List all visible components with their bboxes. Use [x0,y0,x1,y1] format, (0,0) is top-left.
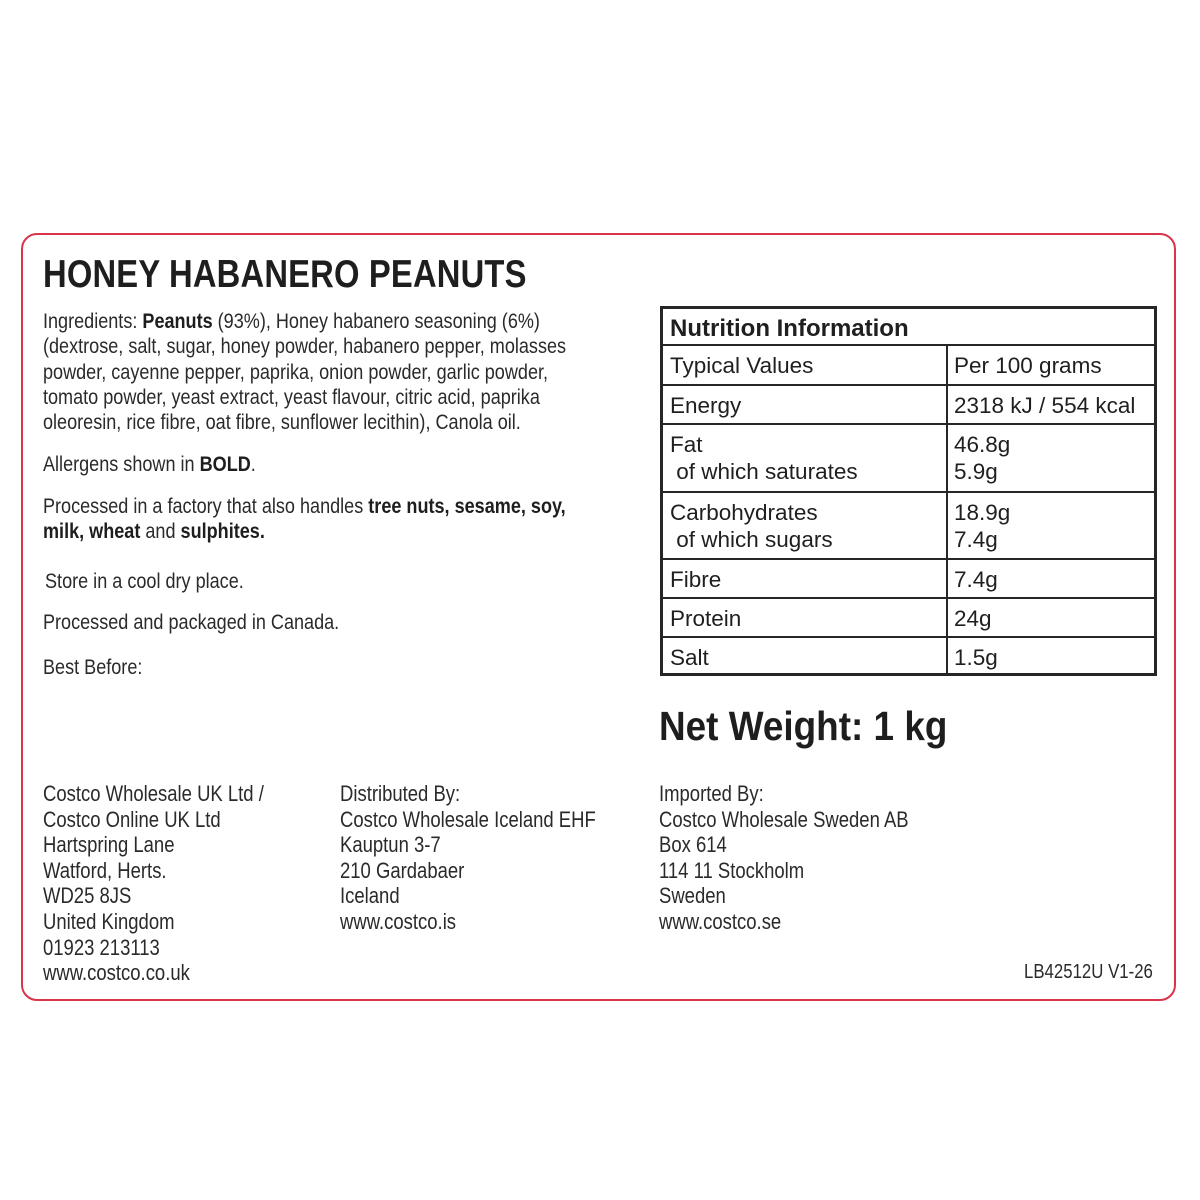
address-line: Kauptun 3-7 [340,832,441,858]
address-line: Iceland [340,883,400,909]
product-title: HONEY HABANERO PEANUTS [43,253,527,296]
nutrition-value [954,392,1135,419]
nutrition-value-line: 7.4g [954,527,998,552]
allergens-note [43,452,256,477]
address-line: 01923 213113 [43,934,160,960]
nutrition-value-line: 7.4g [954,567,998,592]
nutrition-row-protein [663,599,1154,638]
nutrition-value-line: 46.8g [954,432,1011,457]
nutrition-table [660,306,1157,676]
nutrition-value [954,352,1102,379]
address-line: Watford, Herts. [43,857,167,883]
bold-allergen-text: milk, wheat [43,519,141,544]
nutrition-row-carbohydrates [663,493,1154,560]
nutrition-label [670,352,813,379]
text-segment: Allergens shown in [43,452,200,476]
text-segment: tomato powder, yeast extract, yeast flavour, citric acid, paprika [43,384,540,409]
text-segment: Processed in a factory that also handles [43,494,369,518]
text-line [43,334,566,359]
nutrition-label [670,392,741,419]
address-line: Costco Online UK Ltd [43,806,221,832]
nutrition-value-line: 2318 kJ / 554 kcal [954,393,1136,418]
nutrition-value-line: 18.9g [954,500,1011,525]
address-line: Hartspring Lane [43,832,175,858]
address-line: Costco Wholesale Sweden AB [659,806,909,832]
nutrition-row-energy [663,386,1154,425]
text-segment: oleoresin, rice fibre, oat fibre, sunflower lecithin), Canola oil. [43,410,521,435]
address-line: 114 11 Stockholm [659,857,805,883]
nutrition-label [670,605,741,632]
origin-note: Processed and packaged in Canada. [43,610,340,634]
nutrition-row-fat [663,425,1154,493]
storage-instruction: Store in a cool dry place. [45,569,244,593]
text-line [43,309,566,334]
address-line: Sweden [659,883,726,909]
column-divider [946,386,948,425]
nutrition-row-typical-values [663,346,1154,386]
text-line [43,519,566,544]
address-line: www.costco.se [659,908,782,934]
nutrition-label [670,431,858,485]
net-weight: Net Weight: 1 kg [659,703,948,749]
nutrition-table-title: Nutrition Information [670,315,909,342]
address-line: Costco Wholesale Iceland EHF [340,806,596,832]
address-line: United Kingdom [43,908,175,934]
nutrition-value-line: 5.9g [954,459,998,484]
address-uk [43,781,264,986]
address-line: Distributed By: [340,781,461,806]
nutrition-label-line: Salt [670,645,709,670]
bold-allergen-text: sulphites. [180,519,265,544]
bold-allergen-text: tree nuts, sesame, soy, [368,494,566,518]
nutrition-label-line: of which sugars [670,527,833,552]
address-line: Costco Wholesale UK Ltd / [43,781,264,806]
text-line [43,385,566,410]
nutrition-label-line: Energy [670,393,742,418]
bold-allergen-text: BOLD [199,452,251,476]
nutrition-label-line: of which saturates [670,459,858,484]
address-line: www.costco.is [340,908,457,934]
text-line [43,494,566,519]
nutrition-label-line: Fat [670,432,703,457]
nutrition-label-line: Carbohydrates [670,500,818,525]
column-divider [946,599,948,638]
nutrition-value [954,499,1010,553]
nutrition-value-line: 1.5g [954,645,998,670]
nutrition-row-salt [663,638,1154,676]
column-divider [946,638,948,676]
nutrition-label [670,644,709,671]
column-divider [946,346,948,386]
address-sweden [659,781,909,935]
text-segment: Ingredients: [43,309,143,333]
ingredients-paragraph [43,309,566,435]
nutrition-value-line: Per 100 grams [954,353,1102,378]
address-iceland [340,781,596,935]
bold-allergen-text: Peanuts [142,309,213,333]
address-line: Imported By: [659,781,764,806]
text-segment: (dextrose, salt, sugar, honey powder, habanero pepper, molasses [43,334,567,359]
nutrition-label-line: Typical Values [670,353,814,378]
text-segment: . [250,452,256,476]
address-line: Box 614 [659,832,727,858]
text-segment: powder, cayenne pepper, paprika, onion powder, garlic powder, [43,359,549,384]
nutrition-label [670,566,721,593]
text-line [43,410,566,435]
nutrition-label-line: Fibre [670,567,722,592]
column-divider [946,493,948,560]
factory-note [43,494,566,545]
nutrition-value [954,644,998,671]
text-line [43,360,566,385]
column-divider [946,425,948,493]
address-line: www.costco.co.uk [43,960,190,986]
nutrition-row-fibre [663,560,1154,599]
nutrition-value [954,431,1010,485]
address-line: WD25 8JS [43,883,132,909]
label-code: LB42512U V1-26 [1024,961,1153,983]
nutrition-value [954,566,998,593]
text-segment: (93%), Honey habanero seasoning (6%) [212,309,540,333]
address-line: 210 Gardabaer [340,857,465,883]
nutrition-value-line: 24g [954,606,992,631]
column-divider [946,560,948,599]
nutrition-label-line: Protein [670,606,742,631]
nutrition-label [670,499,833,553]
nutrition-value [954,605,992,632]
best-before-label: Best Before: [43,655,143,679]
text-segment: and [140,519,181,544]
